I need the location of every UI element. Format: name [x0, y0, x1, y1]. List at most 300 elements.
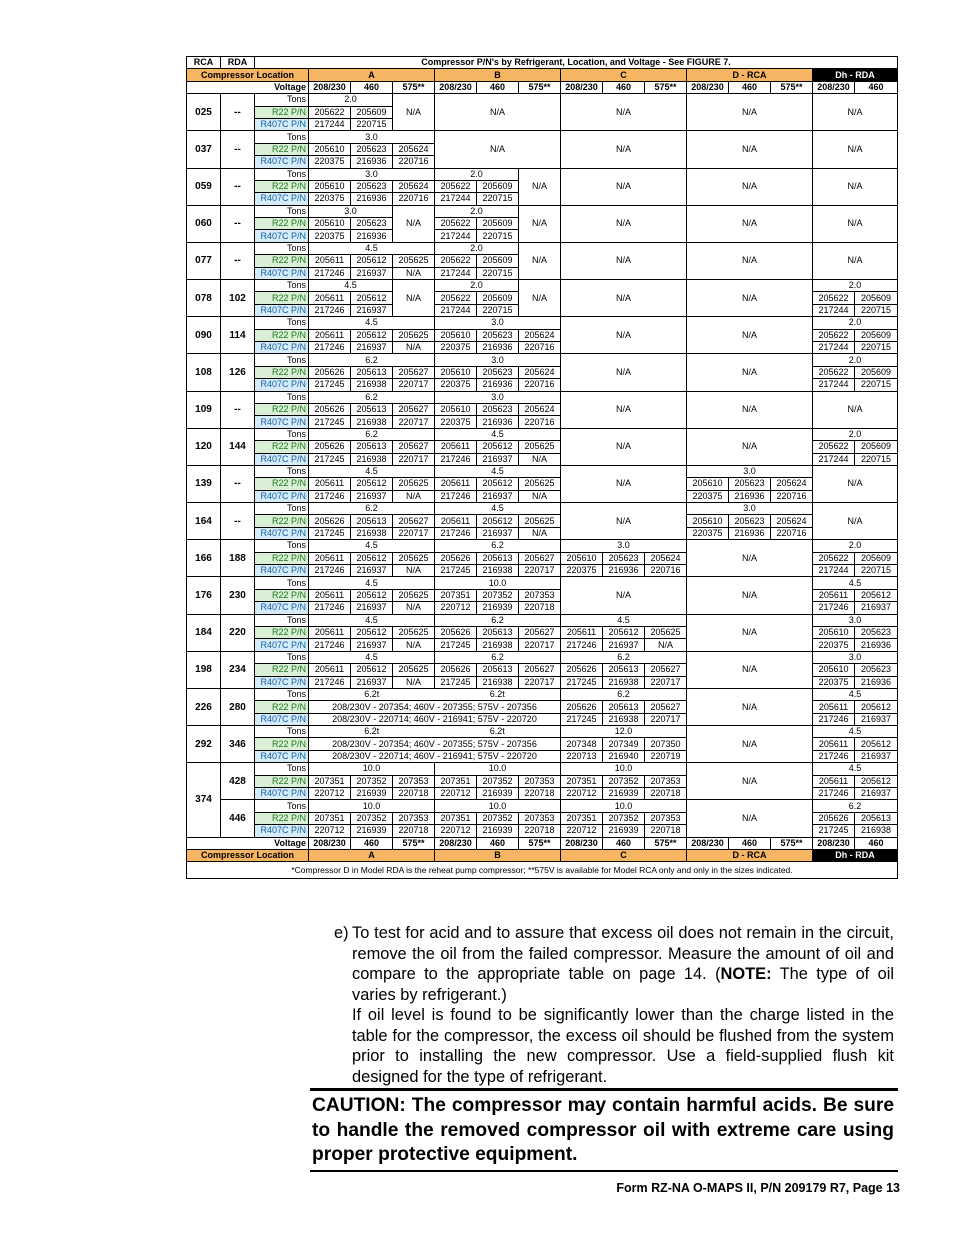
not-applicable: N/A: [519, 168, 561, 205]
tons-label: Tons: [255, 800, 309, 812]
r407c-part-number: 217245: [561, 676, 603, 688]
r22-part-number: 207353: [519, 589, 561, 601]
rca-model: 025: [187, 94, 221, 131]
r22-part-number: 205627: [519, 552, 561, 564]
voltage-header: 208/230: [687, 81, 729, 93]
tons-value: 4.5: [309, 465, 435, 477]
r22-label: R22 P/N: [255, 106, 309, 118]
r407c-part-number: 216938: [603, 676, 645, 688]
compressor-location-label: Compressor Location: [187, 850, 309, 862]
tons-value: 2.0: [813, 354, 898, 366]
r407c-part-number: 220718: [393, 825, 435, 837]
r407c-part-number: 217245: [309, 416, 351, 428]
r407c-part-number: 217245: [309, 379, 351, 391]
tons-label: Tons: [255, 205, 309, 217]
tons-label: Tons: [255, 317, 309, 329]
group-11-tons-row: [187, 503, 898, 515]
r22-part-number: 205626: [309, 515, 351, 527]
r22-part-number: 205624: [519, 329, 561, 341]
r407c-part-number: 216939: [477, 825, 519, 837]
compressor-location-label: Compressor Location: [187, 69, 309, 81]
r22-part-number: 205613: [477, 626, 519, 638]
group-19-tons-row: [187, 800, 898, 812]
rda-model: --: [221, 205, 255, 242]
voltage-header: 208/230: [309, 81, 351, 93]
r407c-label: R407C P/N: [255, 825, 309, 837]
r407c-part-number: 216937: [351, 490, 393, 502]
tons-value: 6.2: [309, 503, 435, 515]
r22-part-number: 205627: [393, 441, 435, 453]
r407c-part-number: 216938: [855, 825, 898, 837]
r407c-part-number: 216936: [729, 490, 771, 502]
r407c-part-number: 216937: [477, 490, 519, 502]
r407c-part-number: 217244: [813, 341, 855, 353]
r407c-part-number: N/A: [393, 676, 435, 688]
r407c-part-number: 220718: [519, 825, 561, 837]
r407c-part-number: 220716: [771, 527, 813, 539]
r407c-part-number: 220715: [855, 565, 898, 577]
r22-part-number: 205611: [813, 738, 855, 750]
rda-model: 114: [221, 317, 255, 354]
r407c-label: R407C P/N: [255, 379, 309, 391]
not-applicable: N/A: [813, 391, 898, 428]
r407c-part-number: 220375: [435, 379, 477, 391]
r22-combined-pn: 208/230V - 207354; 460V - 207355; 575V - 207356: [309, 701, 561, 713]
r407c-label: R407C P/N: [255, 453, 309, 465]
r407c-part-number: N/A: [645, 639, 687, 651]
tons-value: 6.2: [561, 651, 687, 663]
r22-part-number: 205610: [687, 515, 729, 527]
r407c-part-number: 220375: [687, 527, 729, 539]
r22-part-number: 205609: [477, 218, 519, 230]
r407c-part-number: N/A: [393, 490, 435, 502]
not-applicable: N/A: [393, 205, 435, 242]
rca-model: 090: [187, 317, 221, 354]
r22-part-number: 205612: [351, 255, 393, 267]
r407c-part-number: 217244: [435, 230, 477, 242]
group-14-tons-row: [187, 614, 898, 626]
tons-value: 4.5: [309, 577, 435, 589]
tons-label: Tons: [255, 726, 309, 738]
r22-label: R22 P/N: [255, 812, 309, 824]
acid-test-paragraph: [334, 923, 894, 1005]
r22-part-number: 205611: [309, 329, 351, 341]
page-footer: Form RZ-NA O-MAPS II, P/N 209179 R7, Page 13: [616, 1181, 900, 1195]
r22-part-number: 205626: [309, 366, 351, 378]
not-applicable: N/A: [393, 94, 435, 131]
r407c-part-number: 220716: [393, 156, 435, 168]
not-applicable: N/A: [687, 354, 813, 391]
r407c-part-number: N/A: [393, 602, 435, 614]
tons-label: Tons: [255, 577, 309, 589]
r22-part-number: 205623: [855, 664, 898, 676]
r22-part-number: 205609: [477, 255, 519, 267]
r22-part-number: 207351: [561, 775, 603, 787]
group-16-tons-row: [187, 688, 898, 700]
flush-paragraph: If oil level is found to be significantly lower than the charge listed in the table for the compressor, the excess oil should be flushed from the system prior to installing the new compressor. Use a field-supplied flush kit designed for the type of refrigerant.: [352, 1006, 894, 1086]
r407c-label: R407C P/N: [255, 341, 309, 353]
group-6-tons-row: [187, 317, 898, 329]
not-applicable: N/A: [561, 94, 687, 131]
r22-part-number: 205627: [645, 701, 687, 713]
group-5-tons-row: [187, 280, 898, 292]
r407c-part-number: 216938: [351, 379, 393, 391]
not-applicable: N/A: [687, 428, 813, 465]
tons-value: 10.0: [309, 800, 435, 812]
voltage-header: 460: [477, 81, 519, 93]
group-12-tons-row: [187, 540, 898, 552]
not-applicable: N/A: [813, 168, 898, 205]
not-applicable: N/A: [687, 540, 813, 577]
table-title: Compressor P/N's by Refrigerant, Location, and Voltage - See FIGURE 7.: [255, 57, 898, 69]
tons-value: 6.2: [561, 688, 687, 700]
r22-part-number: 205625: [393, 255, 435, 267]
voltage-header: 575**: [393, 81, 435, 93]
r22-part-number: 205624: [519, 366, 561, 378]
r22-part-number: 207353: [393, 812, 435, 824]
rda-model: --: [221, 465, 255, 502]
r407c-part-number: 217245: [435, 676, 477, 688]
tons-value: 3.0: [561, 540, 687, 552]
r22-label: R22 P/N: [255, 292, 309, 304]
r22-part-number: 205613: [603, 701, 645, 713]
r22-label: R22 P/N: [255, 701, 309, 713]
r407c-part-number: 220715: [477, 230, 519, 242]
r407c-part-number: 220716: [519, 416, 561, 428]
r407c-label: R407C P/N: [255, 713, 309, 725]
tons-value: 6.2t: [309, 688, 435, 700]
r22-part-number: 205609: [855, 441, 898, 453]
r22-label: R22 P/N: [255, 218, 309, 230]
r22-part-number: 205613: [477, 552, 519, 564]
tons-value: 10.0: [309, 763, 435, 775]
location-header-row: [187, 69, 898, 81]
not-applicable: N/A: [687, 614, 813, 651]
rca-model: 077: [187, 242, 221, 279]
tons-value: 10.0: [435, 763, 561, 775]
r407c-part-number: 216937: [351, 565, 393, 577]
r407c-part-number: 220715: [855, 379, 898, 391]
r407c-part-number: 216936: [477, 379, 519, 391]
r407c-part-number: 216937: [855, 713, 898, 725]
r407c-part-number: 217246: [813, 713, 855, 725]
table-footnote: *Compressor D in Model RDA is the reheat pump compressor; **575V is available for Model RCA only and only in the sizes indicated.: [187, 862, 898, 879]
r407c-part-number: N/A: [519, 490, 561, 502]
not-applicable: N/A: [687, 800, 813, 837]
r407c-part-number: 216937: [855, 788, 898, 800]
group-1-tons-row: [187, 131, 898, 143]
voltage-header: 575**: [393, 837, 435, 849]
tons-value: 2.0: [813, 317, 898, 329]
tons-label: Tons: [255, 242, 309, 254]
r407c-part-number: 220712: [435, 602, 477, 614]
r407c-part-number: 220712: [309, 825, 351, 837]
tons-value: 10.0: [435, 577, 561, 589]
rda-model: 144: [221, 428, 255, 465]
group-11-r22-row: [187, 515, 898, 527]
r407c-part-number: 217244: [309, 118, 351, 130]
not-applicable: N/A: [687, 280, 813, 317]
r407c-part-number: 217246: [561, 639, 603, 651]
voltage-header: 575**: [771, 81, 813, 93]
r407c-part-number: N/A: [393, 565, 435, 577]
tons-value: 3.0: [687, 503, 813, 515]
r22-part-number: 207352: [351, 812, 393, 824]
rca-model: 292: [187, 726, 221, 763]
r22-part-number: 207351: [561, 812, 603, 824]
r407c-label: R407C P/N: [255, 267, 309, 279]
voltage-header: 208/230: [813, 837, 855, 849]
voltage-header: 460: [351, 837, 393, 849]
not-applicable: N/A: [561, 503, 687, 540]
r22-label: R22 P/N: [255, 775, 309, 787]
r22-part-number: 205611: [309, 478, 351, 490]
r22-part-number: 205613: [855, 812, 898, 824]
r22-part-number: 205611: [813, 701, 855, 713]
rda-model: 346: [221, 726, 255, 763]
r22-part-number: 207348: [561, 738, 603, 750]
r22-part-number: 207352: [351, 775, 393, 787]
r407c-part-number: 217244: [813, 453, 855, 465]
r407c-label: R407C P/N: [255, 416, 309, 428]
location-header-0: A: [309, 69, 435, 81]
r407c-part-number: 216939: [351, 825, 393, 837]
instruction-step-e: [334, 923, 894, 1087]
r22-label: R22 P/N: [255, 255, 309, 267]
r22-part-number: 205611: [435, 515, 477, 527]
r407c-label: R407C P/N: [255, 490, 309, 502]
r22-part-number: 205625: [393, 329, 435, 341]
tons-value: 6.2: [435, 651, 561, 663]
compressor-pn-table: [186, 56, 898, 879]
r407c-part-number: 220717: [393, 379, 435, 391]
not-applicable: N/A: [519, 205, 561, 242]
r407c-part-number: N/A: [393, 639, 435, 651]
r407c-part-number: 217245: [435, 639, 477, 651]
r407c-part-number: 220716: [771, 490, 813, 502]
rca-model: 078: [187, 280, 221, 317]
r407c-part-number: 220712: [561, 825, 603, 837]
rda-model: 220: [221, 614, 255, 651]
r22-part-number: 205623: [477, 403, 519, 415]
r407c-part-number: 220715: [477, 193, 519, 205]
r22-part-number: 205612: [351, 292, 393, 304]
rca-model: 037: [187, 131, 221, 168]
tons-value: 10.0: [561, 763, 687, 775]
r407c-part-number: 216936: [855, 676, 898, 688]
tons-value: 4.5: [309, 317, 435, 329]
r407c-part-number: 216939: [603, 825, 645, 837]
voltage-header: 575**: [519, 837, 561, 849]
r22-part-number: 205613: [351, 366, 393, 378]
r22-label: R22 P/N: [255, 552, 309, 564]
r22-part-number: 205624: [771, 515, 813, 527]
caution-text: CAUTION: The compressor may contain harmful acids. Be sure to handle the removed compressor oil with extreme care using proper protective equipment.: [312, 1095, 894, 1166]
not-applicable: N/A: [561, 317, 687, 354]
r407c-part-number: 216937: [855, 750, 898, 762]
tons-value: 3.0: [309, 205, 393, 217]
location-header-3: D - RCA: [687, 850, 813, 862]
tons-value: 2.0: [813, 280, 898, 292]
r22-part-number: 207353: [393, 775, 435, 787]
r407c-label: R407C P/N: [255, 527, 309, 539]
r407c-label: R407C P/N: [255, 602, 309, 614]
r407c-part-number: 217246: [813, 788, 855, 800]
group-10-tons-row: [187, 465, 898, 477]
r22-part-number: 205612: [351, 478, 393, 490]
tons-value: 4.5: [813, 577, 898, 589]
r407c-part-number: 220718: [519, 602, 561, 614]
r407c-part-number: 216936: [477, 416, 519, 428]
tons-value: 2.0: [435, 205, 519, 217]
r407c-part-number: 220375: [813, 639, 855, 651]
voltage-label: Voltage: [187, 837, 309, 849]
r22-part-number: 205609: [477, 180, 519, 192]
rca-model: 164: [187, 503, 221, 540]
note-label: NOTE:: [720, 965, 772, 983]
r22-part-number: 205625: [393, 664, 435, 676]
r407c-label: R407C P/N: [255, 193, 309, 205]
r22-part-number: 207352: [477, 775, 519, 787]
acid-test-text-end: The type of oil varies by refrigerant.): [352, 965, 894, 1004]
r22-part-number: 205610: [687, 478, 729, 490]
tons-label: Tons: [255, 763, 309, 775]
r22-part-number: 205625: [393, 478, 435, 490]
rca-model: 226: [187, 688, 221, 725]
r22-part-number: 205624: [393, 143, 435, 155]
r407c-part-number: 217245: [435, 565, 477, 577]
rda-model: 102: [221, 280, 255, 317]
r407c-part-number: 217246: [435, 453, 477, 465]
group-17-tons-row: [187, 726, 898, 738]
rca-model: 176: [187, 577, 221, 614]
r22-label: R22 P/N: [255, 515, 309, 527]
location-header-1: B: [435, 850, 561, 862]
r407c-part-number: 220713: [561, 750, 603, 762]
r22-part-number: 207350: [645, 738, 687, 750]
r407c-part-number: 220715: [477, 304, 519, 316]
r407c-part-number: 216940: [603, 750, 645, 762]
tons-value: 2.0: [309, 94, 393, 106]
not-applicable: N/A: [687, 317, 813, 354]
r407c-label: R407C P/N: [255, 304, 309, 316]
r22-part-number: 207351: [435, 812, 477, 824]
r407c-part-number: 220715: [477, 267, 519, 279]
r22-part-number: 205609: [351, 106, 393, 118]
r22-part-number: 205625: [393, 589, 435, 601]
r407c-part-number: 216937: [351, 341, 393, 353]
r407c-part-number: N/A: [519, 527, 561, 539]
tons-value: 10.0: [435, 800, 561, 812]
r22-part-number: 205623: [351, 180, 393, 192]
r407c-label: R407C P/N: [255, 230, 309, 242]
r407c-part-number: 216936: [351, 230, 393, 242]
r407c-part-number: 220712: [561, 788, 603, 800]
tons-value: 2.0: [813, 428, 898, 440]
r22-part-number: 205611: [309, 552, 351, 564]
r407c-part-number: 220717: [645, 713, 687, 725]
rda-model: 188: [221, 540, 255, 577]
voltage-header: 208/230: [309, 837, 351, 849]
acid-test-text: To test for acid and to assure that excess oil does not remain in the circuit, remove the oil from the failed compressor. Measure the amount of oil and compare to the appropriate table on page 14. (: [352, 924, 894, 983]
tons-label: Tons: [255, 503, 309, 515]
voltage-header: 208/230: [561, 837, 603, 849]
r22-part-number: 205611: [309, 664, 351, 676]
r407c-label: R407C P/N: [255, 118, 309, 130]
r22-part-number: 205626: [561, 701, 603, 713]
tons-label: Tons: [255, 354, 309, 366]
r22-part-number: 205624: [771, 478, 813, 490]
rda-model: --: [221, 503, 255, 540]
voltage-header: 460: [603, 837, 645, 849]
r22-part-number: 205626: [309, 441, 351, 453]
rca-model: 139: [187, 465, 221, 502]
r407c-part-number: 217245: [309, 453, 351, 465]
r407c-part-number: 220715: [855, 453, 898, 465]
r22-part-number: 205623: [351, 143, 393, 155]
location-footer-row: [187, 850, 898, 862]
r407c-part-number: 216939: [351, 788, 393, 800]
location-header-2: C: [561, 850, 687, 862]
r407c-part-number: 220716: [393, 193, 435, 205]
r407c-part-number: 216937: [351, 267, 393, 279]
tons-label: Tons: [255, 540, 309, 552]
rca-model: 166: [187, 540, 221, 577]
tons-value: 3.0: [435, 317, 561, 329]
r22-part-number: 205626: [561, 664, 603, 676]
r22-part-number: 205623: [729, 515, 771, 527]
rda-model: --: [221, 391, 255, 428]
r22-part-number: 205624: [645, 552, 687, 564]
tons-label: Tons: [255, 614, 309, 626]
tons-value: 6.2: [309, 391, 435, 403]
r407c-part-number: 220717: [519, 639, 561, 651]
r407c-part-number: 216936: [855, 639, 898, 651]
rca-model: 108: [187, 354, 221, 391]
r407c-part-number: 220715: [351, 118, 393, 130]
r22-part-number: 205611: [309, 626, 351, 638]
r22-part-number: 205613: [477, 664, 519, 676]
rda-model: --: [221, 168, 255, 205]
r407c-part-number: 216937: [351, 639, 393, 651]
r22-part-number: 205611: [435, 441, 477, 453]
r22-part-number: 205612: [351, 552, 393, 564]
r407c-part-number: 217244: [435, 193, 477, 205]
voltage-header: 575**: [645, 81, 687, 93]
r407c-part-number: 217246: [309, 341, 351, 353]
rda-model: 126: [221, 354, 255, 391]
r407c-part-number: 217246: [309, 565, 351, 577]
r22-label: R22 P/N: [255, 738, 309, 750]
rda-column-header: RDA: [221, 57, 255, 69]
tons-label: Tons: [255, 688, 309, 700]
tons-value: 4.5: [435, 465, 561, 477]
r22-part-number: 207351: [309, 775, 351, 787]
r407c-label: R407C P/N: [255, 639, 309, 651]
r22-part-number: 205626: [435, 552, 477, 564]
group-9-tons-row: [187, 428, 898, 440]
r407c-part-number: 216938: [603, 713, 645, 725]
r407c-part-number: 220375: [813, 676, 855, 688]
tons-value: 4.5: [813, 726, 898, 738]
voltage-header: 460: [729, 837, 771, 849]
not-applicable: N/A: [561, 391, 687, 428]
r407c-part-number: 216936: [603, 565, 645, 577]
r407c-part-number: 220717: [393, 416, 435, 428]
r22-part-number: 205623: [603, 552, 645, 564]
group-11-r407c-row: [187, 527, 898, 539]
r22-part-number: 205612: [855, 738, 898, 750]
